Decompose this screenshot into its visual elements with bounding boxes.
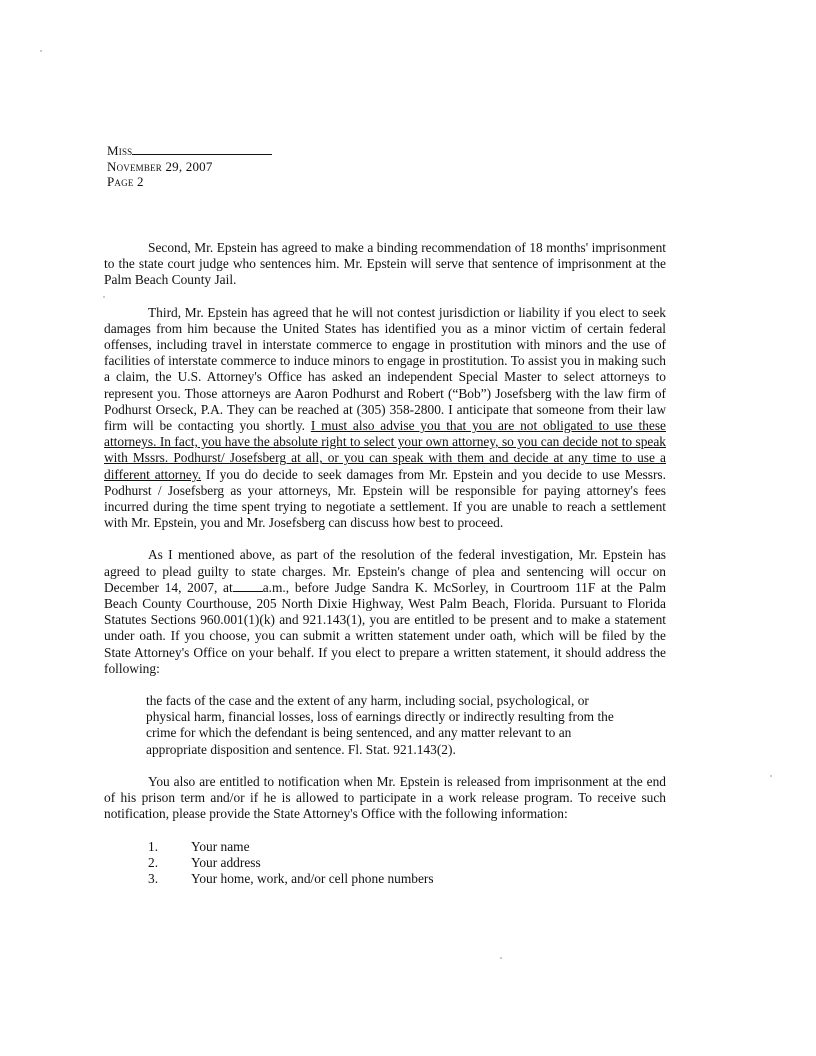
attorney-advisory-underlined: I must also advise you that you are not obligated to use these attorneys. In fact, you have the absolute right to select your own attorney, so you can decide not to speak with Mssrs. Podhurst/ Josefsberg at all, or you can speak with them and decide at any time to use a different attorney.: [104, 418, 666, 482]
recipient-salutation: Miss: [107, 143, 133, 158]
paragraph-release-notification: You also are entitled to notification when Mr. Epstein is released from imprisonment at the end of his prison term and/or if he is allowed to participate in a work release program. To receive such notification, please provide the State Attorney's Office with the following information:: [104, 773, 666, 822]
paragraph-plea-hearing-part2: a.m., before Judge Sandra K. McSorley, in Courtroom 11F at the Palm Beach County Courthouse, 205 North Dixie Highway, West Palm Beach, Florida. Pursuant to Florida Statutes Sections 960.001(1)(k) and 921.143(1), you are entitled to be present and to make a statement under oath. If you choose, you can submit a written statement under oath, which will be filed by the State Attorney's Office on your behalf. If you elect to prepare a written statement, it should address the following:: [104, 579, 666, 676]
scan-speck: [500, 957, 502, 959]
list-item-text: Your home, work, and/or cell phone numbers: [191, 870, 434, 886]
statute-quote: the facts of the case and the extent of any harm, including social, psychological, or physical harm, financial losses, loss of earnings directly or indirectly resulting from the crime for which the defendant is being sentenced, and any matter relevant to an appropriate disposition and sentence. Fl. Stat. 921.143(2).: [146, 693, 614, 757]
paragraph-civil-damages-part2: If you do decide to seek damages from Mr. Epstein and you decide to use Messrs. Podhurst / Josefsberg as your attorneys, Mr. Epstein will be responsible for paying attorney's fees incurred during the time spent trying to negotiate a settlement. If you are unable to reach a settlement with Mr. Epstein, you and Mr. Josefsberg can discuss how best to proceed.: [104, 466, 666, 531]
letter-body: [104, 240, 666, 887]
scan-speck: [40, 50, 42, 52]
paragraph-sentence-recommendation: Second, Mr. Epstein has agreed to make a binding recommendation of 18 months' imprisonment to the state court judge who sentences him. Mr. Epstein will serve that sentence of imprisonment at the Palm Beach County Jail.: [104, 240, 666, 288]
paragraph-plea-hearing-part1: As I mentioned above, as part of the resolution of the federal investigation, Mr. Epstein has agreed to plead guilty to state charges. Mr. Epstein's change of plea and sentencing will occur on December 14, 2007, at: [104, 547, 666, 595]
paragraph-civil-damages: [104, 305, 666, 532]
paragraph-plea-hearing: [104, 547, 666, 677]
recipient-name-blank: [132, 143, 272, 155]
hearing-time-blank: [233, 581, 263, 592]
list-item-number: 1.: [148, 838, 159, 854]
list-item: [148, 855, 666, 871]
list-item: [148, 839, 666, 855]
recipient-line: [107, 143, 272, 159]
letter-date: November 29, 2007: [107, 158, 213, 174]
scan-speck: [770, 775, 772, 777]
list-item-number: 2.: [148, 854, 159, 870]
page-number: Page 2: [107, 174, 144, 189]
list-item-text: Your address: [191, 854, 261, 870]
list-item: [148, 871, 666, 887]
letter-header: [107, 143, 272, 190]
scan-speck: [103, 296, 105, 298]
required-info-list: [148, 839, 666, 888]
paragraph-civil-damages-part1: Third, Mr. Epstein has agreed that he will not contest jurisdiction or liability if you elect to seek damages from him because the United States has identified you as a minor victim of certain federal offenses, including travel in interstate commerce to engage in prostitution with minors and the use of facilities of interstate commerce to induce minors to engage in prostitution. To assist you in making such a claim, the U.S. Attorney's Office has asked an independent Special Master to select attorneys to represent you. Those attorneys are Aaron Podhurst and Robert (“Bob”) Josefsberg with the law firm of Podhurst Orseck, P.A. They can be reached at (305) 358-2800. I anticipate that someone from their law firm will be contacting you shortly.: [104, 304, 666, 434]
list-item-number: 3.: [148, 870, 159, 886]
list-item-text: Your name: [191, 838, 250, 854]
